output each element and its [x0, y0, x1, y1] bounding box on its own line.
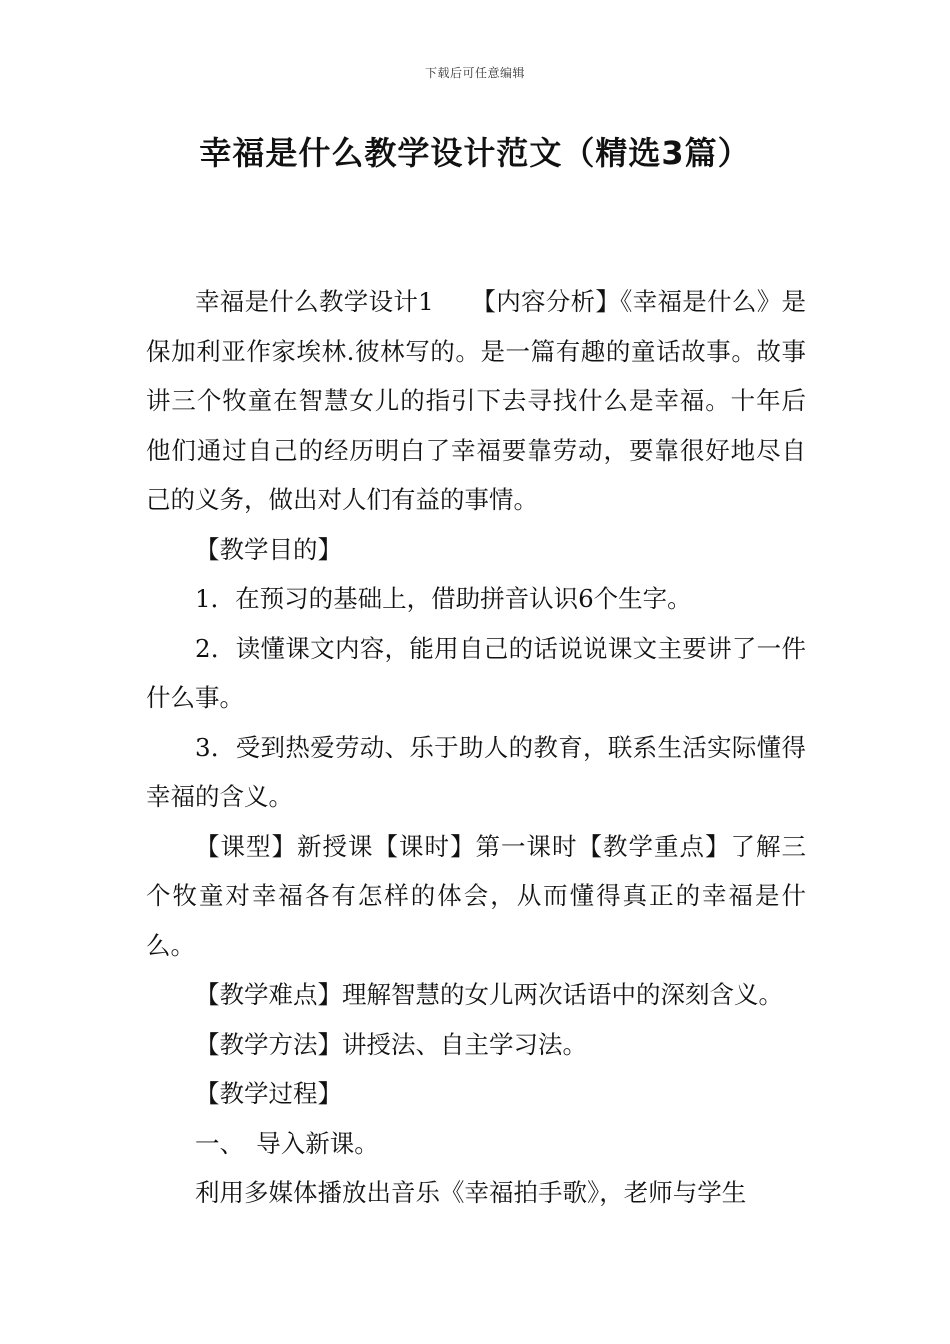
- header-note: 下载后可任意编辑: [424, 66, 525, 80]
- document-body: [146, 277, 806, 1218]
- document-title: 幸福是什么教学设计范文（精选3篇）: [199, 134, 751, 172]
- paragraph-objective-1: 1．在预习的基础上，借助拼音认识6个生字。: [195, 584, 692, 613]
- paragraph-objectives-heading: 【教学目的】: [195, 534, 342, 564]
- paragraph-method: 【教学方法】讲授法、自主学习法。: [195, 1029, 587, 1059]
- paragraph-difficulty: 【教学难点】理解智慧的女儿两次话语中的深刻含义。: [195, 980, 783, 1009]
- paragraph-step-1: 一、 导入新课。: [195, 1128, 379, 1158]
- paragraph-process-heading: 【教学过程】: [195, 1079, 342, 1108]
- paragraph-intro: 幸福是什么教学设计1 【内容分析】《幸福是什么》是保加利亚作家埃林.彼林写的。是一篇有趣的童话故事。故事讲三个牧童在智慧女儿的指引下去寻找什么是幸福。十年后他们通过自己的经历明白了幸福要靠劳动，要靠很好地尽自己的义务，做出对人们有益的事情。: [146, 287, 806, 514]
- paragraph-objective-3: 3．受到热爱劳动、乐于助人的教育，联系生活实际懂得幸福的含义。: [146, 732, 806, 811]
- paragraph-objective-2: 2．读懂课文内容，能用自己的话说说课文主要讲了一件什么事。: [146, 633, 806, 712]
- paragraph-lesson-info: 【课型】新授课【课时】第一课时【教学重点】了解三个牧童对幸福各有怎样的体会，从而懂得真正的幸福是什么。: [146, 831, 806, 960]
- paragraph-step-1-detail: 利用多媒体播放出音乐《幸福拍手歌》，老师与学生: [195, 1178, 747, 1207]
